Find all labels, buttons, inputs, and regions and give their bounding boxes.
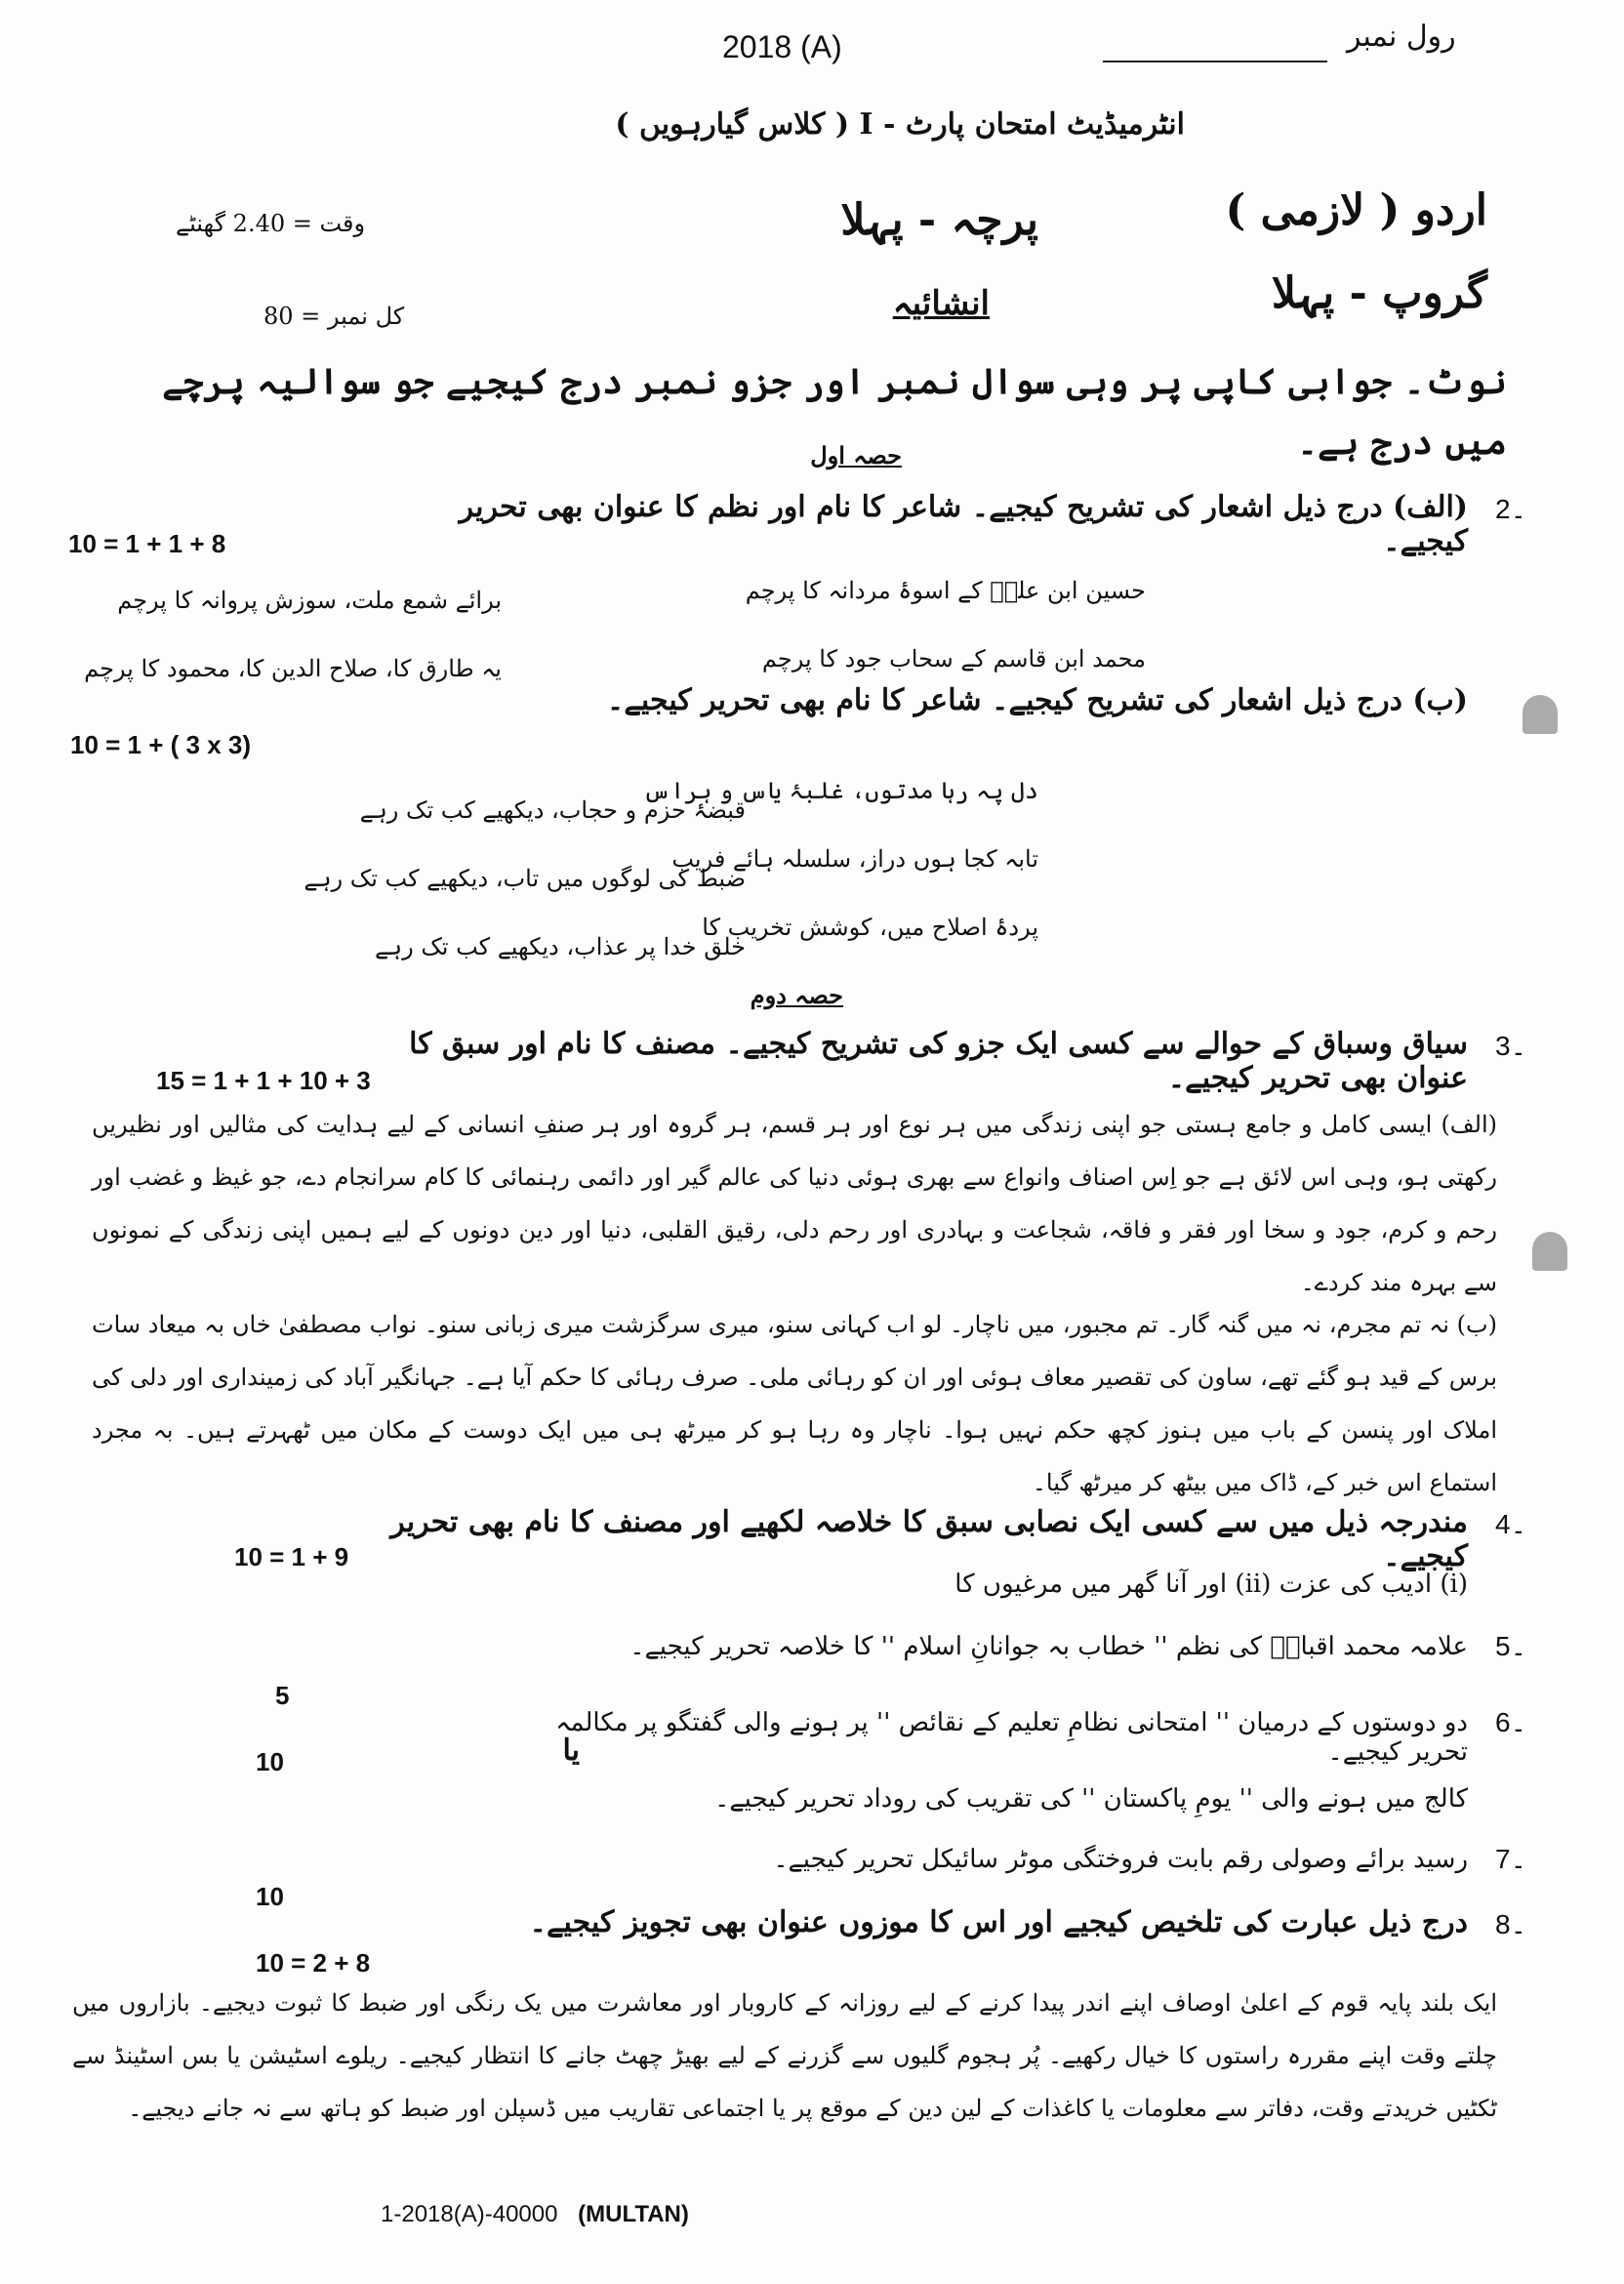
section-title: انشائیہ	[892, 284, 990, 323]
question-2a-marks: 10 = 1 + 1 + 8	[68, 529, 226, 558]
question-5-marks: 5	[275, 1681, 290, 1710]
question-3-marks: 15 = 1 + 1 + 10 + 3	[156, 1066, 371, 1095]
question-2a-verses-right	[560, 556, 1146, 693]
punch-hole-mark	[1522, 695, 1558, 734]
question-4-number: 4۔	[1495, 1509, 1526, 1539]
verse-line: دل پہ رہا مدتوں، غلبۂ یاس و ہراس	[643, 777, 1038, 804]
verse-line: حسین ابن علیؑ کے اسوۂ مردانہ کا پرچم	[745, 577, 1146, 604]
question-3a-passage: (الف) ایسی کامل و جامع ہستی جو اپنی زندگی میں ہر نوع اور ہر قسم، ہر گروہ اور ہر صنفِ انسانی کے لیے ہدایت کی مثالیں اور نظیریں رکھتی ہو، وہی اس لائق ہے جو اِس اصناف وانواع سے بھری ہوئی دنیا کی عالم گیر اور دائمی رہنمائی کا کام سرانجام دے، جو غیظ و غضب اور رحم و کرم، جود و سخا اور فقر و فاقہ، شجاعت و بہادری اور رحم دلی، رقیق القلبی، دنیا اور دین دونوں کے لیے ہمیں اپنی زندگی کے نمونوں سے بہرہ مند کردے۔	[92, 1111, 1498, 1296]
verse-line: محمد ابن قاسم کے سحاب جود کا پرچم	[761, 645, 1146, 673]
question-5-text: علامہ محمد اقبالؒ کی نظم '' خطاب بہ جوانانِ اسلام '' کا خلاصہ تحریر کیجیے۔	[629, 1632, 1468, 1661]
question-2b-marks: 10 = 1 + ( 3 x 3)	[70, 730, 252, 759]
question-8-marks: 10 = 2 + 8	[256, 1948, 371, 1978]
instruction-note: نوٹ۔ جوابی کاپی پر وہی سوال نمبر اور جزو نمبر درج کیجیے جو سوالیہ پرچے میں درج ہے۔	[162, 361, 1507, 463]
part-one-title: حصہ اول	[810, 441, 902, 469]
question-2-number: 2۔	[1495, 494, 1526, 524]
group-label: گروپ - پہلا	[1271, 268, 1487, 318]
question-6-text-1: دو دوستوں کے درمیان '' امتحانی نظامِ تعلیم کے نقائص '' پر ہونے والی گفتگو پر مکالمہ تحریر کیجیے۔	[555, 1708, 1468, 1767]
verse-line: تابہ کجا ہوں دراز، سلسلہ ہائے فریب	[671, 845, 1038, 873]
part-two-title: حصہ دوم	[750, 981, 843, 1009]
exam-title: انٹرمیڈیٹ امتحان پارٹ - I ( کلاس گیارہویں )	[615, 107, 1185, 142]
roll-number-line	[1103, 61, 1327, 62]
punch-hole-mark	[1532, 1232, 1567, 1271]
paper-label: پرچہ - پہلا	[840, 195, 1038, 245]
question-2a-text: (الف) درج ذیل اشعار کی تشریح کیجیے۔ شاعر کا نام اور نظم کا عنوان بھی تحریر کیجیے۔	[459, 490, 1468, 558]
question-8-passage: ایک بلند پایہ قوم کے اعلیٰ اوصاف اپنے اندر پیدا کرنے کے لیے روزانہ کے کاروبار اور معاشرت میں یک رنگی اور ضبط کا ثبوت دیجیے۔ بازاروں میں چلتے وقت اپنے مقررہ راستوں کا خیال رکھیے۔ پُر ہجوم گلیوں سے گزرنے کے لیے بھیڑ چھٹ جانے کا انتظار کیجیے۔ ریلوے اسٹیشن یا بس اسٹینڈ سے ٹکٹیں خریدتے وقت، دفاتر سے معلومات یا کاغذات کے لین دین کے موقع پر یا اجتماعی تقاریب میں ڈسپلن اور ضبط کو ہاتھ سے نہ جانے دیجیے۔	[72, 1989, 1497, 2122]
subject-title: اردو ( لازمی )	[1225, 185, 1487, 235]
question-7-number: 7۔	[1495, 1844, 1526, 1874]
verse-line: ضبط کی لوگوں میں تاب، دیکھیے کب تک رہے	[304, 865, 746, 892]
question-4-text: مندرجہ ذیل میں سے کسی ایک نصابی سبق کا خلاصہ لکھیے اور مصنف کا نام بھی تحریر کیجیے۔	[390, 1505, 1468, 1573]
board-city: (MULTAN)	[578, 2201, 689, 2227]
total-marks: کل نمبر = 80	[264, 303, 405, 330]
paper-code: 1-2018(A)-40000	[381, 2201, 558, 2227]
question-2b-text: (ب) درج ذیل اشعار کی تشریح کیجیے۔ شاعر کا نام بھی تحریر کیجیے۔	[606, 683, 1468, 717]
verse-line: قبضۂ حزم و حجاب، دیکھیے کب تک رہے	[359, 796, 746, 824]
question-6-number: 6۔	[1495, 1707, 1526, 1737]
time-allowed: وقت = 2.40 گھنٹے	[176, 210, 366, 237]
question-2a-verses-left	[0, 566, 502, 703]
question-6-marks: 10	[256, 1747, 284, 1776]
question-7-text: رسید برائے وصولی رقم بابت فروختگی موٹر سائیکل تحریر کیجیے۔	[773, 1845, 1468, 1874]
question-8-number: 8۔	[1495, 1909, 1526, 1939]
verse-line: پردۂ اصلاح میں، کوشش تخریب کا	[702, 914, 1038, 941]
paper-year: 2018 (A)	[722, 29, 842, 64]
question-7-marks: 10	[256, 1882, 284, 1911]
question-8-text: درج ذیل عبارت کی تلخیص کیجیے اور اس کا موزوں عنوان بھی تجویز کیجیے۔	[529, 1905, 1468, 1939]
question-4-options: (i) ادیب کی عزت (ii) اور آنا گھر میں مرغیوں کا	[954, 1570, 1468, 1599]
verse-line: برائے شمع ملت، سوزش پروانہ کا پرچم	[117, 587, 502, 614]
verse-line: یہ طارق کا، صلاح الدین کا، محمود کا پرچم	[84, 655, 502, 682]
question-5-number: 5۔	[1495, 1631, 1526, 1661]
question-4-marks: 10 = 1 + 9	[234, 1542, 349, 1571]
verse-line: خلق خدا پر عذاب، دیکھیے کب تک رہے	[374, 933, 746, 960]
question-3b-passage: (ب) نہ تم مجرم، نہ میں گنہ گار۔ تم مجبور، میں ناچار۔ لو اب کہانی سنو، میری سرگزشت میری زبانی سنو۔ نواب مصطفیٰ خاں بہ میعاد سات برس کے قید ہو گئے تھے، ساون کی تقصیر معاف ہوئی اور ان کو رہائی ملی۔ صرف رہائی کا حکم آیا ہے۔ جہانگیر آباد کی زمینداری اور دلی کی املاک اور پنسن کے باب میں ہنوز کچھ حکم نہیں ہوا۔ ناچار وہ رہا ہو کر میرٹھ ہی میں ایک دوست کے مکان میں ٹھہرتے ہیں۔ بہ مجرد استماع اس خبر کے، ڈاک میں بیٹھ کر میرٹھ گیا۔	[92, 1311, 1497, 1496]
paper-footer	[381, 2201, 689, 2228]
question-6-text-2: کالج میں ہونے والی '' یومِ پاکستان '' کی تقریب کی روداد تحریر کیجیے۔	[714, 1784, 1468, 1814]
roll-number-label: رول نمبر	[1347, 20, 1456, 54]
question-3-number: 3۔	[1495, 1031, 1526, 1061]
question-3-text: سیاق وسباق کے حوالے سے کسی ایک جزو کی تشریح کیجیے۔ مصنف کا نام اور سبق کا عنوان بھی تحریر کیجیے۔	[409, 1027, 1468, 1095]
question-6-or: یا	[562, 1733, 580, 1768]
question-2b-verses-left	[238, 776, 746, 981]
